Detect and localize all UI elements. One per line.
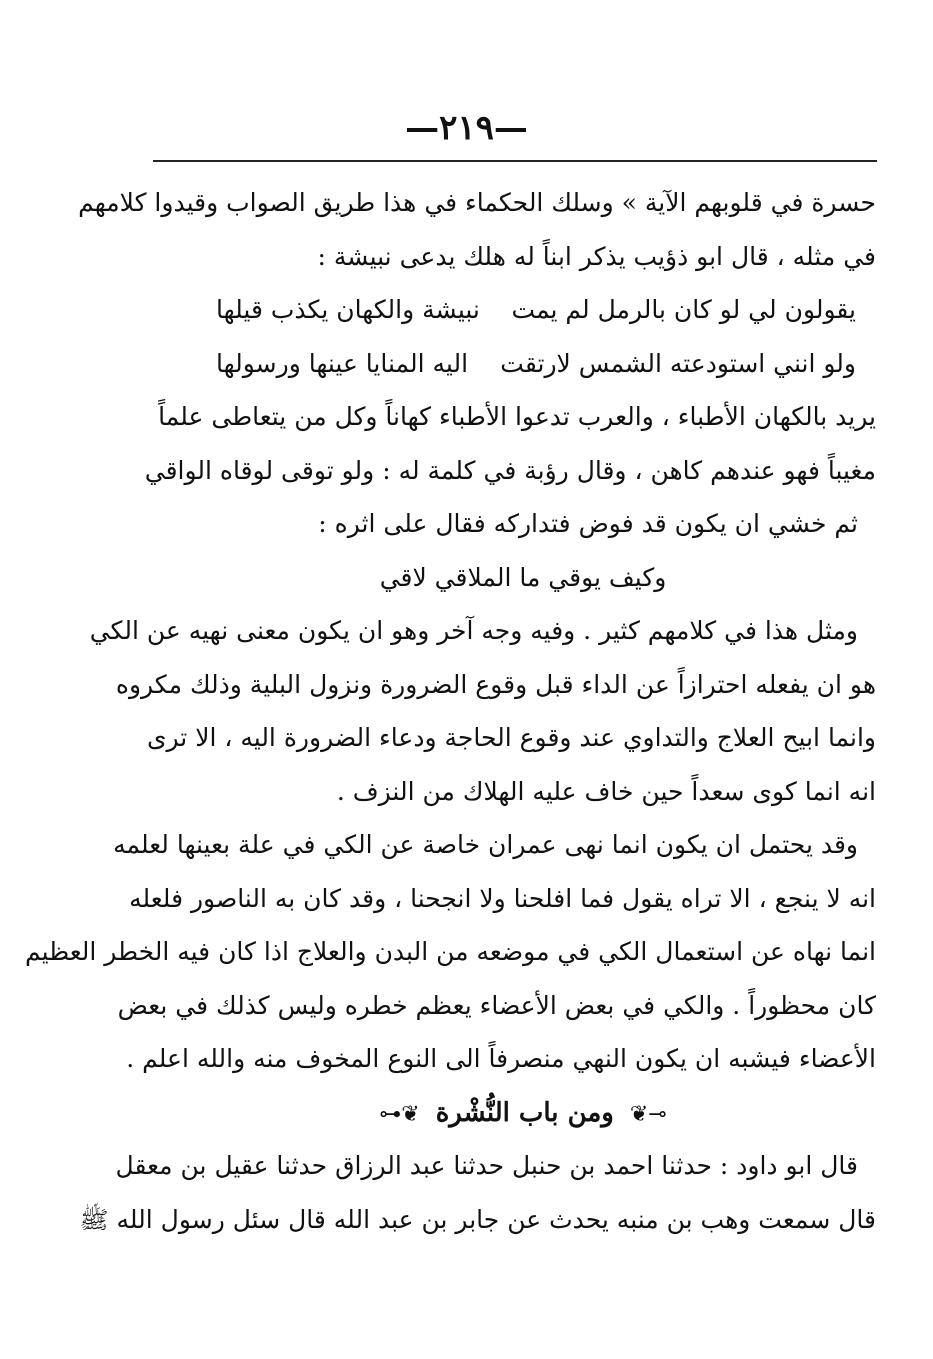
text-line: حسرة في قلوبهم الآية » وسلك الحكماء في هذا طريق الصواب وقيدوا كلامهم bbox=[78, 188, 876, 217]
verse-line bbox=[170, 337, 876, 391]
text-line: وانما ابيح العلاج والتداوي عند وقوع الحاجة ودعاء الضرورة اليه ، الا ترى bbox=[146, 723, 876, 752]
text-line: كان محظوراً . والكي في بعض الأعضاء يعظم خطره وليس كذلك في بعض bbox=[117, 990, 876, 1020]
ornament-icon: ❦⊷ bbox=[379, 1101, 420, 1127]
text-line: ومثل هذا في كلامهم كثير . وفيه وجه آخر وهو ان يكون معنى نهيه عن الكي bbox=[89, 616, 858, 645]
text-line: وقد يحتمل ان يكون انما نهى عمران خاصة عن الكي في علة بعينها لعلمه bbox=[113, 830, 858, 859]
verse-first-hemistich: يقولون لي لو كان بالرمل لم يمت bbox=[511, 295, 856, 324]
text-line: يريد بالكهان الأطباء ، والعرب تدعوا الأطباء كهاناً وكل من يتعاطى علماً bbox=[158, 402, 876, 431]
section-heading bbox=[170, 1086, 876, 1140]
header-rule bbox=[153, 160, 877, 162]
text-line: مغيباً فهو عندهم كاهن ، وقال رؤبة في كلمة له : ولو توقى لوقاه الواقي bbox=[144, 455, 876, 485]
text-line: هو ان يفعله احترازاً عن الداء قبل وقوع الضرورة ونزول البلية وذلك مكروه bbox=[115, 669, 876, 699]
text-line: في مثله ، قال ابو ذؤيب يذكر ابناً له هلك يدعى نبيشة : bbox=[317, 241, 876, 271]
text-line: انه انما كوى سعداً حين خاف عليه الهلاك من النزف . bbox=[336, 776, 876, 806]
main-text bbox=[25, 176, 876, 1246]
text-line: قال ابو داود : حدثنا احمد بن حنبل حدثنا عبد الرزاق حدثنا عقيل بن معقل bbox=[115, 1151, 858, 1180]
text-line: انما نهاه عن استعمال الكي في موضعه من البدن والعلاج اذا كان فيه الخطر العظيم bbox=[25, 937, 876, 966]
text-line-content: قال سمعت وهب بن منبه يحدث عن جابر بن عبد الله قال سئل رسول الله bbox=[116, 1204, 876, 1234]
verse-second-hemistich: اليه المنايا عينها ورسولها bbox=[216, 348, 469, 378]
salutation-ligature: ﷺ bbox=[79, 1205, 109, 1234]
ornament-icon: ⊸❦ bbox=[629, 1101, 667, 1127]
text-line bbox=[79, 1193, 876, 1247]
text-line: ثم خشي ان يكون قد فوض فتداركه فقال على اثره : bbox=[318, 509, 858, 538]
verse-line bbox=[170, 283, 876, 337]
verse-half-line: وكيف يوقي ما الملاقي لاقي bbox=[379, 562, 667, 592]
section-heading-text: ومن باب النُّشْرة bbox=[435, 1097, 614, 1128]
text-line: انه لا ينجع ، الا تراه يقول فما افلحنا ولا انجحنا ، وقد كان به الناصور فلعله bbox=[129, 883, 876, 913]
page-number: —٢١٩— bbox=[405, 108, 528, 148]
text-line: الأعضاء فيشبه ان يكون النهي منصرفاً الى النوع المخوف منه والله اعلم . bbox=[126, 1044, 876, 1073]
verse-first-hemistich: ولو انني استودعته الشمس لارتقت bbox=[500, 348, 856, 378]
verse-second-hemistich: نبيشة والكهان يكذب قيلها bbox=[216, 295, 480, 324]
